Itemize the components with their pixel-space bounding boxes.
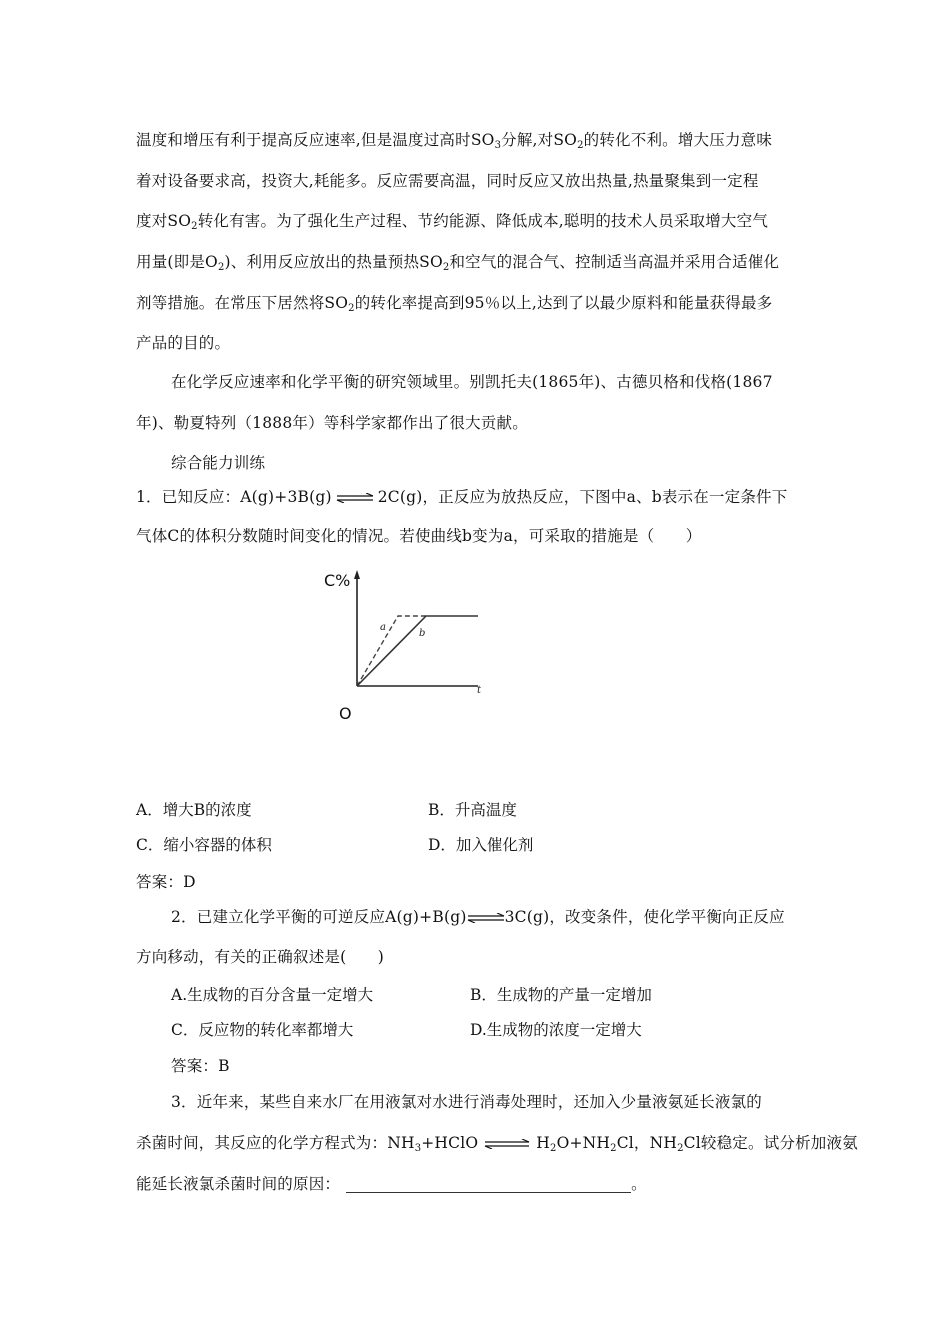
text: 度对SO (136, 212, 192, 230)
equilibrium-arrow-icon (467, 913, 505, 923)
text: 温度和增压有利于提高反应速率,但是温度过高时SO (136, 131, 495, 149)
text: 和空气的混合气、控制适当高温并采用合适催化 (449, 253, 780, 271)
subscript: 2 (550, 1143, 557, 1154)
text: 剂等措施。在常压下居然将SO (136, 294, 349, 312)
text: 1．已知反应：A(g)+3B(g) (136, 488, 332, 506)
text: )、利用反应放出的热量预热SO (224, 253, 443, 271)
q2-line2: 方向移动，有关的正确叙述是( ) (136, 948, 384, 966)
para1-line3 (136, 209, 768, 231)
text: 。 (631, 1175, 647, 1193)
subscript: 2 (677, 1143, 684, 1154)
text: 2．已建立化学平衡的可逆反应A(g)+B(g) (171, 908, 467, 926)
answer-blank[interactable] (346, 1178, 631, 1193)
q1-option-c: C．缩小容器的体积 (136, 836, 272, 854)
origin-label: O (339, 704, 352, 723)
curve-a-label: a (380, 622, 386, 633)
q1-option-a: A．增大B的浓度 (136, 801, 252, 819)
section-title: 综合能力训练 (171, 454, 266, 472)
q2-line1 (171, 905, 785, 927)
equilibrium-arrow-icon (336, 493, 374, 503)
curve-b (357, 616, 478, 686)
para1-line5 (136, 291, 772, 313)
text: 分解,对SO (501, 131, 578, 149)
q2-option-a: A.生成物的百分含量一定增大 (171, 986, 374, 1004)
subscript: 2 (191, 221, 198, 232)
para1-line2: 着对设备要求高，投资大,耗能多。反应需要高温，同时反应又放出热量,热量聚集到一定程 (136, 172, 759, 190)
q3-line1: 3．近年来，某些自来水厂在用液氯对水进行消毒处理时，还加入少量液氨延长液氯的 (171, 1093, 762, 1111)
para1-line1 (136, 128, 772, 150)
text: O+NH (556, 1134, 611, 1152)
para1-line6: 产品的目的。 (136, 334, 231, 352)
text: 能延长液氯杀菌时间的原因： (136, 1175, 341, 1193)
q1-answer: 答案：D (136, 873, 196, 891)
q1-option-d: D．加入催化剂 (428, 836, 534, 854)
q2-option-b: B．生成物的产量一定增加 (470, 986, 652, 1004)
text: Cl，NH (616, 1134, 678, 1152)
curve-b-label: b (419, 628, 426, 639)
y-axis-label: C% (324, 571, 351, 590)
text: 2C(g)，正反应为放热反应，下图中a、b表示在一定条件下 (377, 488, 788, 506)
q1-line1 (136, 485, 787, 507)
subscript: 2 (577, 140, 584, 151)
q3-line3 (136, 1172, 647, 1194)
subscript: 2 (348, 303, 355, 314)
subscript: 3 (414, 1143, 422, 1154)
q3-line2 (136, 1131, 858, 1153)
text: 用量(即是O (136, 253, 218, 271)
text: +HClO (421, 1134, 479, 1152)
equilibrium-arrow-icon (484, 1139, 530, 1149)
c-percent-time-graph (320, 562, 500, 736)
q1-line2: 气体C的体积分数随时间变化的情况。若使曲线b变为a，可采取的措施是（ ） (136, 527, 702, 545)
para2-line1: 在化学反应速率和化学平衡的研究领域里。别凯托夫(1865年)、古德贝格和伐格(1867 (171, 373, 773, 391)
subscript: 2 (610, 1143, 617, 1154)
text: 的转化不利。增大压力意味 (583, 131, 773, 149)
text: 的转化率提高到95％以上,达到了以最少原料和能量获得最多 (354, 294, 773, 312)
subscript: 3 (494, 140, 502, 151)
text: 杀菌时间，其反应的化学方程式为：NH (136, 1134, 415, 1152)
q2-option-d: D.生成物的浓度一定增大 (470, 1021, 642, 1039)
text: Cl较稳定。试分析加液氨 (683, 1134, 858, 1152)
q2-answer: 答案：B (171, 1057, 230, 1075)
text: 转化有害。为了强化生产过程、节约能源、降低成本,聪明的技术人员采取增大空气 (197, 212, 769, 230)
q2-option-c: C．反应物的转化率都增大 (171, 1021, 354, 1039)
x-axis-label: t (477, 685, 482, 696)
para2-line2: 年)、勒夏特列（1888年）等科学家都作出了很大贡献。 (136, 414, 528, 432)
subscript: 2 (442, 262, 450, 273)
para1-line4 (136, 250, 779, 272)
text: 3C(g)，改变条件，使化学平衡向正反应 (504, 908, 785, 926)
text: H (536, 1134, 550, 1152)
subscript: 2 (217, 262, 225, 273)
q1-option-b: B．升高温度 (428, 801, 517, 819)
